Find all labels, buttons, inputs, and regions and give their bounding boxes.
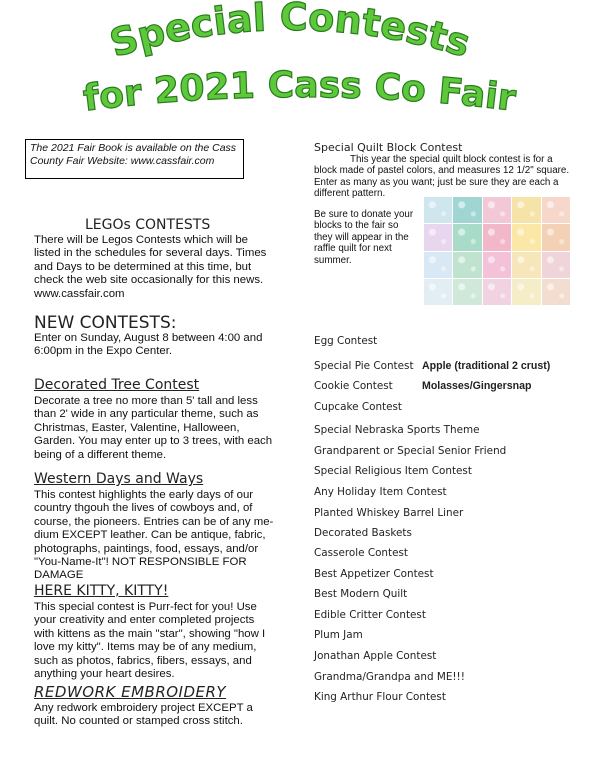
fabric-swatch bbox=[542, 252, 570, 278]
fabric-swatch bbox=[424, 252, 452, 278]
contest-detail: Molasses/Gingersnap bbox=[422, 380, 532, 392]
contest-name: Decorated Baskets bbox=[314, 527, 412, 539]
contest-name: Casserole Contest bbox=[314, 547, 408, 559]
contest-name: Special Nebraska Sports Theme bbox=[314, 424, 480, 436]
title-line-1: Special Contests bbox=[105, 0, 476, 66]
contest-item bbox=[314, 335, 377, 347]
contest-name: Best Modern Quilt bbox=[314, 588, 408, 600]
contest-item bbox=[314, 671, 465, 683]
contest-name: Special Religious Item Contest bbox=[314, 465, 472, 477]
contest-item bbox=[314, 650, 436, 662]
contest-name: Edible Critter Contest bbox=[314, 609, 426, 621]
legos-body: There will be Legos Contests which will be listed in the schedules for several days. Times and Days to be determined at this time, but check the web site occasionally for this news. www.cassfair.com bbox=[34, 234, 267, 300]
contest-item bbox=[314, 527, 412, 539]
fabric-swatch bbox=[542, 224, 570, 250]
fabric-swatch bbox=[542, 197, 570, 223]
quilt-body-text: This year the special quilt block contest is for a block made of pastel colors, and measures 12 1/2" square. Enter as many as you want; just be sure they are each a different pattern. bbox=[314, 154, 570, 200]
fair-book-info-text: The 2021 Fair Book is available on the Cass County Fair Website: www.cassfair.com bbox=[30, 142, 237, 167]
contest-item bbox=[314, 401, 402, 413]
contest-detail: Apple (traditional 2 crust) bbox=[422, 360, 551, 372]
quilt-heading: Special Quilt Block Contest bbox=[314, 141, 463, 154]
title-line-2: for 2021 Cass Co Fair bbox=[81, 64, 518, 120]
contest-name: Planted Whiskey Barrel Liner bbox=[314, 507, 464, 519]
quilt-body bbox=[314, 154, 576, 200]
contest-item bbox=[314, 547, 408, 559]
western-heading: Western Days and Ways bbox=[34, 471, 204, 487]
contest-name: Cupcake Contest bbox=[314, 401, 403, 413]
contest-item bbox=[314, 424, 480, 436]
fabric-swatch bbox=[453, 252, 481, 278]
contest-item bbox=[314, 691, 446, 703]
redwork-heading: REDWORK EMBROIDERY bbox=[34, 683, 227, 701]
contest-item bbox=[314, 588, 407, 600]
tree-heading: Decorated Tree Contest bbox=[34, 377, 200, 393]
contest-item bbox=[314, 568, 434, 580]
contest-name: Any Holiday Item Contest bbox=[314, 486, 447, 498]
contest-item bbox=[314, 629, 363, 641]
contest-name: Special Pie Contest bbox=[314, 360, 414, 372]
fabric-swatch bbox=[424, 197, 452, 223]
fabric-swatch bbox=[424, 224, 452, 250]
legos-heading: LEGOs CONTESTS bbox=[85, 217, 211, 233]
kitty-heading: HERE KITTY, KITTY! bbox=[34, 583, 169, 599]
contest-item bbox=[314, 486, 447, 498]
fabric-swatch bbox=[453, 279, 481, 305]
contest-item bbox=[314, 380, 532, 392]
fabric-swatch bbox=[453, 197, 481, 223]
western-body: This contest highlights the early days of our country thgouh the lives of cowboys and, of course, the pioneers. Entries can be of any me-dium EXCEPT leather. Can be antique, fabric, photographs, paintings, food, essays, and/or "You-Name-It"! NOT RESPONSIBLE FOR DAMAGE bbox=[34, 489, 274, 582]
page-title bbox=[0, 0, 600, 125]
fabric-swatch bbox=[512, 197, 540, 223]
contest-name: Cookie Contest bbox=[314, 380, 393, 392]
contest-name: Plum Jam bbox=[314, 629, 363, 641]
contest-name: Best Appetizer Contest bbox=[314, 568, 434, 580]
fabric-swatch bbox=[483, 279, 511, 305]
fabric-swatch bbox=[512, 279, 540, 305]
fabric-swatch bbox=[483, 197, 511, 223]
contest-name: Grandma/Grandpa and ME!!! bbox=[314, 671, 465, 683]
contest-item bbox=[314, 445, 506, 457]
fabric-swatch bbox=[512, 252, 540, 278]
contest-item bbox=[314, 507, 463, 519]
new-contests-heading: NEW CONTESTS: bbox=[34, 313, 177, 333]
contest-name: King Arthur Flour Contest bbox=[314, 691, 446, 703]
quilt-donate-note: Be sure to donate your blocks to the fair so they will appear in the raffle quilt for next summer. bbox=[314, 209, 414, 266]
fabric-swatch bbox=[542, 279, 570, 305]
contest-name: Grandparent or Special Senior Friend bbox=[314, 445, 507, 457]
fabric-swatch bbox=[483, 252, 511, 278]
fair-book-info-box bbox=[25, 139, 244, 179]
fabric-swatch bbox=[483, 224, 511, 250]
fabric-swatch bbox=[453, 224, 481, 250]
kitty-body: This special contest is Purr-fect for you! Use your creativity and enter completed projects with kittens as the main "star", showing "how I love my kitty". Items may be of any medium, such as photos, fabrics, fibers, essays, and anything your heart desires. bbox=[34, 601, 266, 681]
tree-body: Decorate a tree no more than 5' tall and less than 2' wide in any particular theme, such as Christmas, Easter, Valentine, Halloween, Garden. You may enter up to 3 trees, with each being of a different theme. bbox=[34, 395, 273, 461]
fabric-swatch bbox=[424, 279, 452, 305]
contest-item bbox=[314, 609, 426, 621]
contest-item bbox=[314, 360, 551, 372]
contest-name: Jonathan Apple Contest bbox=[314, 650, 437, 662]
new-contests-body: Enter on Sunday, August 8 between 4:00 and 6:00pm in the Expo Center. bbox=[34, 332, 263, 358]
quilt-fabric-swatches-image bbox=[424, 197, 570, 305]
contest-name: Egg Contest bbox=[314, 335, 378, 347]
redwork-body: Any redwork embroidery project EXCEPT a quilt. No counted or stamped cross stitch. bbox=[34, 702, 253, 728]
contest-item bbox=[314, 465, 472, 477]
fabric-swatch bbox=[512, 224, 540, 250]
